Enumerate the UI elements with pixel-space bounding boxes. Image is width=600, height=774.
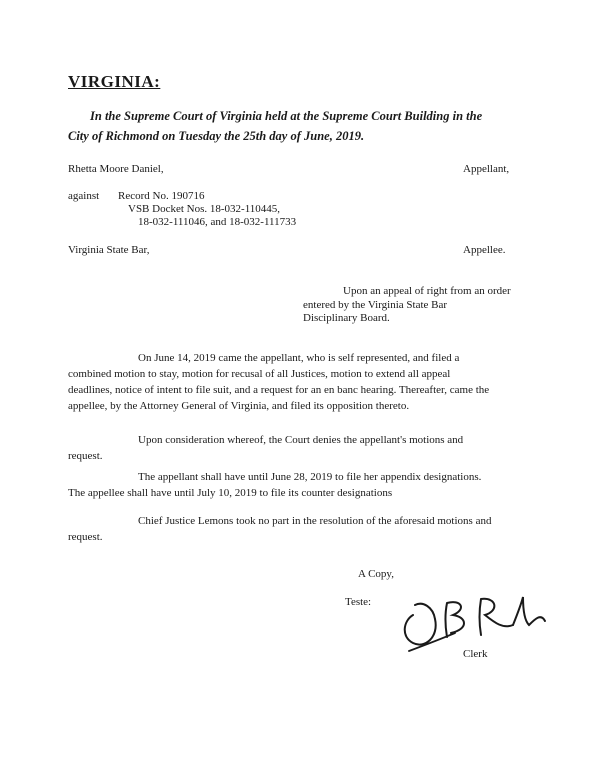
- court-intro: [68, 106, 538, 146]
- against-label: against: [68, 190, 100, 202]
- paragraph-recusal: [68, 513, 530, 545]
- appeal-note-line-3: Disciplinary Board.: [303, 312, 390, 324]
- appellee-role: Appellee.: [463, 244, 506, 256]
- vsb-docket-line-1: VSB Docket Nos. 18-032-110445,: [128, 203, 281, 215]
- paragraph-line: Chief Justice Lemons took no part in the resolution of the aforesaid motions and: [138, 515, 492, 527]
- paragraph-ruling: [68, 432, 530, 464]
- paragraph-line: request.: [68, 531, 103, 543]
- paragraph-line: The appellant shall have until June 28, 2019 to file her appendix designations.: [138, 471, 482, 483]
- paragraph-deadlines: [68, 469, 530, 501]
- appellee-name: Virginia State Bar,: [68, 244, 150, 256]
- clerk-label: Clerk: [463, 648, 488, 660]
- paragraph-line: combined motion to stay, motion for recusal of all Justices, motion to extend all appeal: [68, 368, 451, 380]
- court-intro-line-1: In the Supreme Court of Virginia held at the Supreme Court Building in the: [90, 109, 483, 123]
- paragraph-line: On June 14, 2019 came the appellant, who is self represented, and filed a: [138, 352, 460, 364]
- appellant-name: Rhetta Moore Daniel,: [68, 163, 164, 175]
- appeal-note-line-1: Upon an appeal of right from an order: [343, 285, 511, 297]
- paragraph-line: deadlines, notice of intent to file suit, and a request for an en banc hearing. Thereafter, came the: [68, 384, 490, 396]
- paragraph-line: appellee, by the Attorney General of Virginia, and filed its opposition thereto.: [68, 400, 410, 412]
- a-copy-label: A Copy,: [358, 568, 394, 580]
- appeal-note: [303, 285, 538, 326]
- paragraph-line: The appellee shall have until July 10, 2019 to file its counter designations: [68, 487, 393, 499]
- teste-label: Teste:: [345, 596, 372, 608]
- paragraph-line: Upon consideration whereof, the Court denies the appellant's motions and: [138, 434, 464, 446]
- paragraph-line: request.: [68, 450, 103, 462]
- appellant-role: Appellant,: [463, 163, 510, 175]
- appeal-note-line-2: entered by the Virginia State Bar: [303, 298, 448, 311]
- court-intro-line-2: City of Richmond on Tuesday the 25th day of June, 2019.: [68, 129, 365, 143]
- state-heading: VIRGINIA:: [68, 72, 161, 91]
- record-number: Record No. 190716: [118, 190, 205, 202]
- vsb-docket-line-2: 18-032-111046, and 18-032-111733: [138, 216, 297, 228]
- paragraph-motion: [68, 350, 530, 414]
